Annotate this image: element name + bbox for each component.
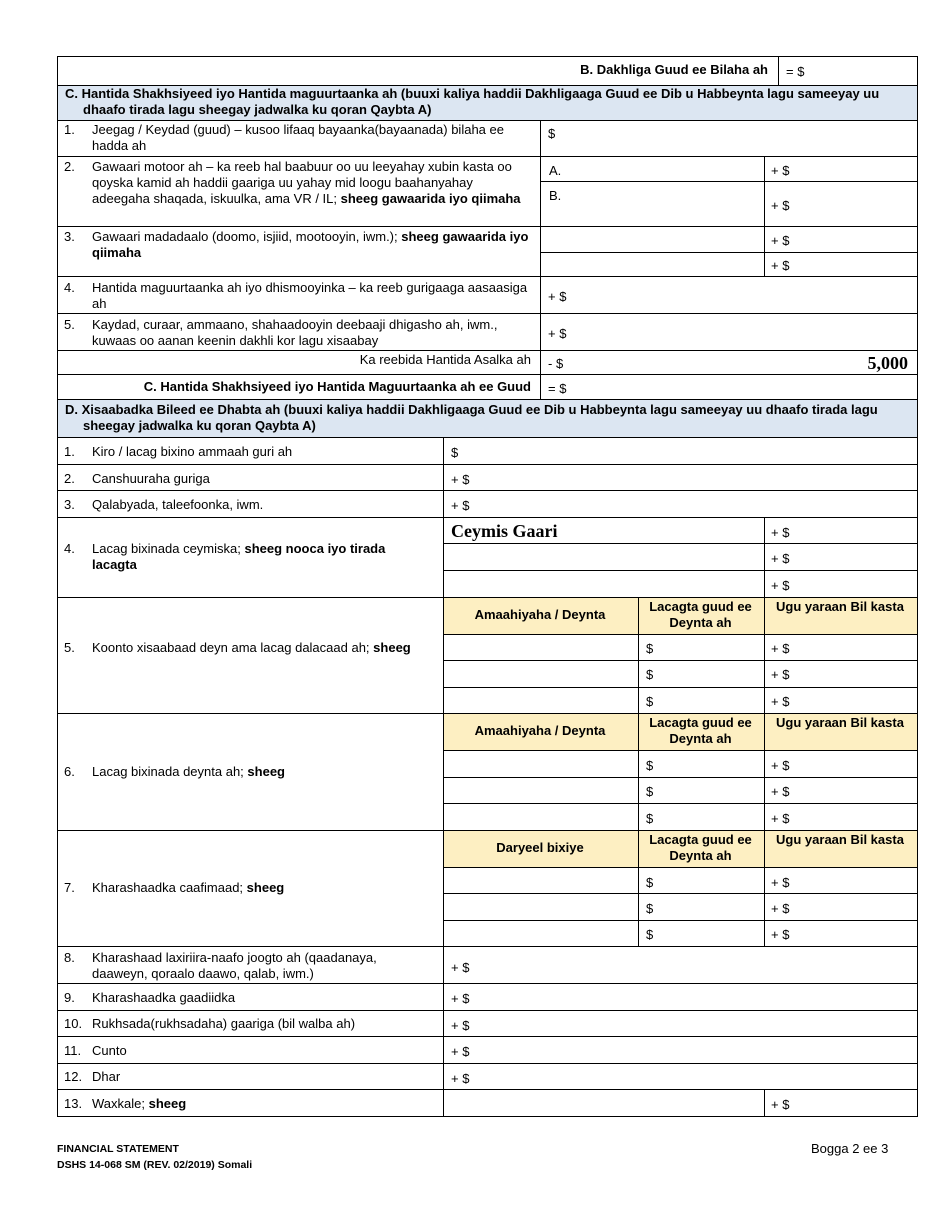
d-item6-num: 6. — [64, 764, 75, 779]
grid-rule — [443, 543, 918, 544]
grid-rule — [57, 313, 918, 314]
c-item1-amount-field[interactable]: $ — [548, 126, 556, 141]
grid-rule — [57, 350, 918, 351]
grid-rule — [443, 867, 918, 868]
c-item2-value-b-field[interactable]: + $ — [771, 198, 790, 213]
d-item5-total-field[interactable]: $ — [646, 694, 654, 709]
grid-rule — [57, 226, 918, 227]
grid-rule — [540, 252, 918, 253]
d-item6-total-field[interactable]: $ — [646, 758, 654, 773]
c-item3-text-bold: sheeg gawaarida iyo qiimaha — [92, 229, 529, 260]
c-item3-text — [92, 229, 532, 261]
grid-rule — [57, 1010, 918, 1011]
d-item9-amount-field[interactable]: + $ — [451, 991, 470, 1006]
d-item7-text-main: Kharashaadka caafimaad; — [92, 880, 244, 895]
d-item6-col-total: Lacagta guud ee Deynta ah — [649, 715, 752, 746]
grid-rule — [57, 156, 918, 157]
d-item5-total-field[interactable]: $ — [646, 667, 654, 682]
grid-rule — [57, 276, 918, 277]
grid-rule — [57, 830, 918, 831]
d-item13-amount-field[interactable]: + $ — [771, 1097, 790, 1112]
d-item7-num: 7. — [64, 880, 75, 895]
c-item5-amount-field[interactable]: + $ — [548, 326, 567, 341]
section-d-header: D. Xisaabadka Bileed ee Dhabta ah (buuxi kaliya haddii Dakhligaaga Guud ee Dib u Habbeynta lagu sameeyay uu dhaafo tirada lagu sheegay jadwalka ku qoran Qaybta A) — [65, 402, 878, 433]
c-item2-text-main: Gawaari motoor ah – ka reeb hal baabuur oo uu leeyahay xubin kasta oo qoyska kamid ah haddii gaariga uu yahay mid loogu baahanyahay adeegaha shaqada, iskuulka, ama VR / IL; — [92, 159, 512, 206]
grid-rule — [57, 490, 918, 491]
grid-rule — [57, 597, 918, 598]
d-item7-col-provider: Daryeel bixiye — [496, 840, 584, 855]
c-exclusion-prefix: - $ — [548, 356, 564, 371]
grid-rule — [57, 374, 918, 375]
grid-rule — [57, 56, 58, 1117]
grid-rule — [57, 1063, 918, 1064]
d-item4-num: 4. — [64, 541, 75, 556]
grid-rule — [778, 56, 779, 86]
c-exclusion-label: Ka reebida Hantida Asalka ah — [359, 352, 531, 367]
d-item5-text-bold: sheeg — [373, 640, 411, 655]
footer-form-id: DSHS 14-068 SM (REV. 02/2019) Somali — [57, 1159, 253, 1171]
d-item5-col-total: Lacagta guud ee Deynta ah — [649, 599, 752, 630]
c-item1-text: Jeegag / Keydad (guud) – kusoo lifaaq bayaanka(bayaanada) bilaha ee hadda ah — [92, 122, 504, 153]
grid-rule — [57, 1116, 918, 1117]
row-b-label: B. Dakhliga Guud ee Bilaha ah — [580, 62, 768, 77]
grid-rule — [917, 56, 918, 1117]
grid-rule — [57, 437, 918, 438]
d-item4-amount3-field[interactable]: + $ — [771, 578, 790, 593]
d-item1-text: Kiro / lacag bixino ammaah guri ah — [92, 444, 293, 459]
d-item3-num: 3. — [64, 497, 75, 512]
d-item2-text: Canshuuraha guriga — [92, 471, 210, 486]
d-item6-total-field[interactable]: $ — [646, 784, 654, 799]
d-item4-amount1-field[interactable]: + $ — [771, 525, 790, 540]
d-item13-text-main: Waxkale; — [92, 1096, 145, 1111]
c-item3-text-main: Gawaari madadaalo (doomo, isjiid, mootooyin, iwm.); — [92, 229, 398, 244]
d-item5-num: 5. — [64, 640, 75, 655]
d-item7-text — [92, 880, 432, 896]
grid-rule — [443, 437, 444, 1117]
grid-rule — [57, 464, 918, 465]
c-item2-vehicle-a-field[interactable]: A. — [549, 163, 562, 178]
d-item8-num: 8. — [64, 950, 75, 965]
d-item11-text: Cunto — [92, 1043, 127, 1058]
d-item4-text-main: Lacag bixinada ceymiska; — [92, 541, 241, 556]
grid-rule — [57, 56, 918, 57]
grid-rule — [764, 156, 765, 277]
d-item10-num: 10. — [64, 1016, 83, 1031]
row-b-total-field[interactable]: = $ — [786, 64, 805, 79]
d-item9-num: 9. — [64, 990, 75, 1005]
d-item5-monthly-field[interactable]: + $ — [771, 694, 790, 709]
d-item13-text — [92, 1096, 186, 1112]
d-item5-monthly-field[interactable]: + $ — [771, 641, 790, 656]
grid-rule — [443, 777, 918, 778]
c-item2-vehicle-b-field[interactable]: B. — [549, 188, 562, 203]
d-item4-text-bold: sheeg nooca iyo tirada lacagta — [92, 541, 386, 572]
grid-rule — [57, 120, 918, 121]
d-item5-col-monthly: Ugu yaraan Bil kasta — [776, 599, 904, 614]
grid-rule — [57, 713, 918, 714]
grid-rule — [443, 660, 918, 661]
d-item6-text — [92, 764, 432, 780]
d-item7-monthly-field[interactable]: + $ — [771, 875, 790, 890]
d-item5-monthly-field[interactable]: + $ — [771, 667, 790, 682]
d-item6-total-field[interactable]: $ — [646, 811, 654, 826]
footer-page-number: Bogga 2 ee 3 — [811, 1141, 889, 1156]
grid-rule — [443, 570, 918, 571]
c-item3-value1-field[interactable]: + $ — [771, 233, 790, 248]
d-item9-text: Kharashaadka gaadiidka — [92, 990, 236, 1005]
d-item12-amount-field[interactable]: + $ — [451, 1071, 470, 1086]
d-item3-amount-field[interactable]: + $ — [451, 498, 470, 513]
c-item5-num: 5. — [64, 317, 75, 332]
d-item8-amount-field[interactable]: + $ — [451, 960, 470, 975]
c-item3-value2-field[interactable]: + $ — [771, 258, 790, 273]
d-item6-monthly-field[interactable]: + $ — [771, 811, 790, 826]
grid-rule — [57, 1089, 918, 1090]
c-exclusion-value: 5,000 — [867, 353, 908, 373]
c-item2-text-bold: sheeg gawaarida iyo qiimaha — [340, 191, 521, 206]
d-item6-monthly-field[interactable]: + $ — [771, 758, 790, 773]
d-item4-amount2-field[interactable]: + $ — [771, 551, 790, 566]
grid-rule — [764, 1089, 765, 1117]
d-item6-col-monthly: Ugu yaraan Bil kasta — [776, 715, 904, 730]
d-item11-num: 11. — [64, 1043, 82, 1058]
c-item4-amount-field[interactable]: + $ — [548, 289, 567, 304]
d-item5-col-creditor: Amaahiyaha / Deynta — [474, 607, 606, 622]
d-item6-col-creditor: Amaahiyaha / Deynta — [474, 723, 606, 738]
d-item7-monthly-field[interactable]: + $ — [771, 901, 790, 916]
c-item4-text: Hantida maguurtaanka ah iyo dhismooyinka – ka reeb gurigaaga aasaasiga ah — [92, 280, 528, 311]
grid-rule — [443, 920, 918, 921]
c-item5-text: Kaydad, curaar, ammaano, shahaadooyin deebaaji dhigasho ah, iwm., kuwaas oo aanan keenin dakhli kor lagu xisaabay — [92, 317, 498, 348]
grid-rule — [57, 1036, 918, 1037]
d-item6-text-bold: sheeg — [247, 764, 285, 779]
d-item5-text — [92, 640, 432, 656]
c-item1-num: 1. — [64, 122, 75, 137]
d-item7-monthly-field[interactable]: + $ — [771, 927, 790, 942]
d-item1-num: 1. — [64, 444, 75, 459]
d-item7-total-field[interactable]: $ — [646, 875, 654, 890]
d-item5-text-main: Koonto xisaabaad deyn ama lacag dalacaad ah; — [92, 640, 370, 655]
d-item7-total-field[interactable]: $ — [646, 901, 654, 916]
d-item10-amount-field[interactable]: + $ — [451, 1018, 470, 1033]
grid-rule — [540, 120, 541, 400]
d-item4-text — [92, 541, 432, 573]
c-total-label: C. Hantida Shakhsiyeed iyo Hantida Maguurtaanka ah ee Guud — [143, 379, 531, 394]
d-item10-text: Rukhsada(rukhsadaha) gaariga (bil walba ah) — [92, 1016, 356, 1031]
grid-rule — [57, 946, 918, 947]
d-item6-text-main: Lacag bixinada deynta ah; — [92, 764, 244, 779]
d-item2-amount-field[interactable]: + $ — [451, 472, 470, 487]
d-item7-col-monthly: Ugu yaraan Bil kasta — [776, 832, 904, 847]
d-item11-amount-field[interactable]: + $ — [451, 1044, 470, 1059]
c-item2-value-a-field[interactable]: + $ — [771, 163, 790, 178]
d-item3-text: Qalabyada, taleefoonka, iwm. — [92, 497, 264, 512]
grid-rule — [443, 687, 918, 688]
grid-rule — [443, 893, 918, 894]
grid-rule — [764, 597, 765, 947]
c-item2-num: 2. — [64, 159, 75, 174]
d-item7-col-total: Lacagta guud ee Deynta ah — [649, 832, 752, 863]
grid-rule — [57, 983, 918, 984]
d-item6-monthly-field[interactable]: + $ — [771, 784, 790, 799]
d-item8-text: Kharashaad laxiriira-naafo joogto ah (qaadanaya, daaweyn, qoraalo daawo, qalab, iwm.) — [92, 950, 377, 981]
footer-title: FINANCIAL STATEMENT — [57, 1143, 179, 1155]
d-item12-num: 12. — [64, 1069, 83, 1084]
c-item3-num: 3. — [64, 229, 75, 244]
d-item1-amount-field[interactable]: $ — [451, 445, 459, 460]
grid-rule — [764, 517, 765, 598]
d-item4-entry1-field[interactable]: Ceymis Gaari — [451, 521, 558, 541]
grid-rule — [638, 597, 639, 947]
section-c-header: C. Hantida Shakhsiyeed iyo Hantida maguurtaanka ah (buuxi kaliya haddii Dakhligaaga Guud ee Dib u Habbeynta lagu sameeyay uu dhaafo tirada lagu sheegay jadwalka ku qoran Qaybta A) — [65, 86, 880, 117]
grid-rule — [540, 181, 918, 182]
c-total-field[interactable]: = $ — [548, 381, 567, 396]
grid-rule — [443, 803, 918, 804]
d-item5-total-field[interactable]: $ — [646, 641, 654, 656]
d-item7-total-field[interactable]: $ — [646, 927, 654, 942]
grid-rule — [57, 517, 918, 518]
c-item2-text — [92, 159, 532, 207]
grid-rule — [57, 399, 918, 400]
d-item2-num: 2. — [64, 471, 75, 486]
d-item13-num: 13. — [64, 1096, 83, 1111]
d-item13-text-bold: sheeg — [148, 1096, 187, 1111]
grid-rule — [443, 750, 918, 751]
grid-rule — [443, 634, 918, 635]
c-item4-num: 4. — [64, 280, 75, 295]
d-item7-text-bold: sheeg — [246, 880, 285, 895]
d-item12-text: Dhar — [92, 1069, 121, 1084]
